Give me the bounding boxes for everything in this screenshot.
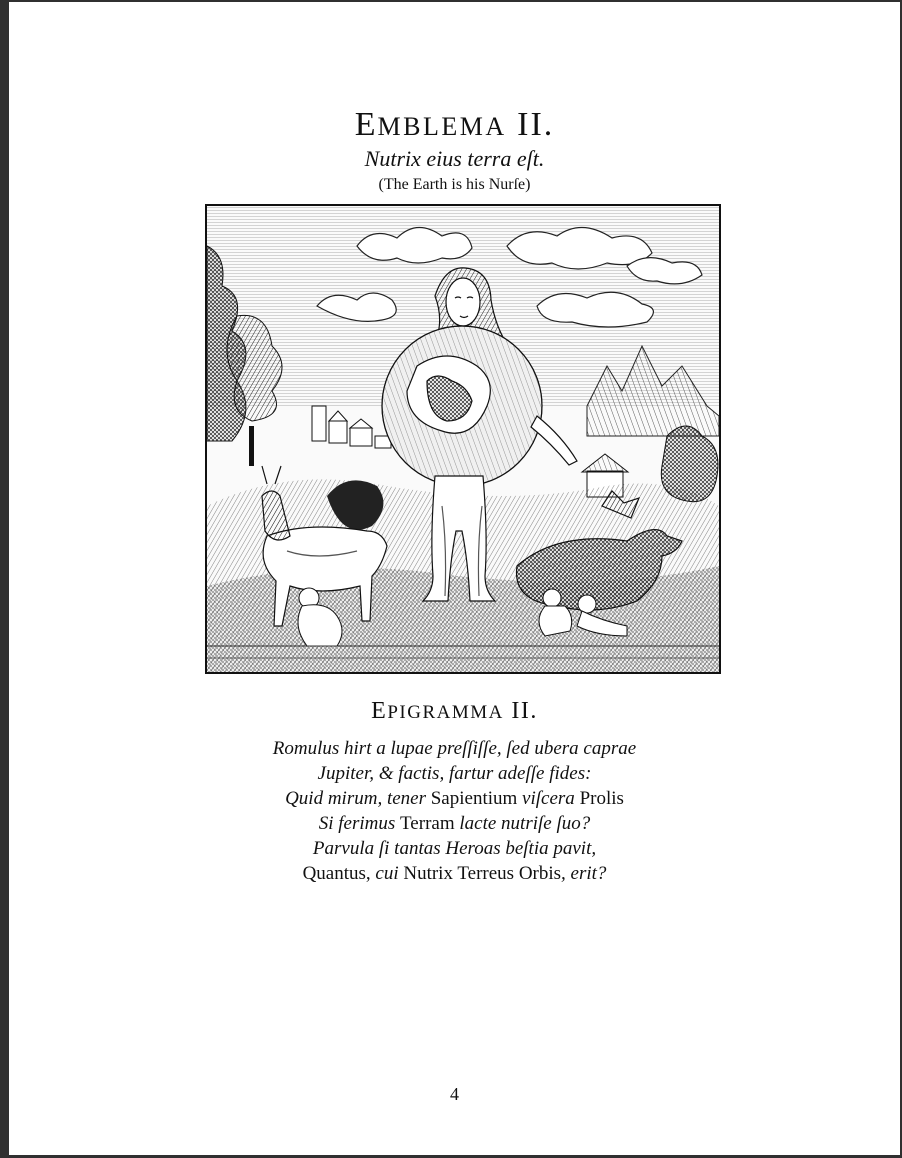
- verse-segment: Romulus hirt a lupae preſſiſſe, ſed ubera caprae: [272, 738, 637, 759]
- verse-segment: Nutrix Terreus Orbis: [403, 863, 562, 884]
- verse-segment: Quantus,: [302, 863, 376, 884]
- epigram-title: [9, 698, 900, 725]
- epigram-title-number: II.: [503, 698, 538, 724]
- verse-segment: Sapientium: [430, 788, 523, 809]
- epigram-title-initial: E: [371, 698, 388, 724]
- verse-segment: viſcera: [522, 788, 580, 809]
- verse-segment: Si ferimus: [318, 813, 401, 834]
- verse-segment: lacte nutriſe ſuo?: [459, 813, 591, 834]
- verse-line: [9, 861, 900, 886]
- verse-line: [9, 836, 900, 861]
- motto-translation: (The Earth is his Nurſe): [378, 176, 531, 193]
- verse-segment: , erit?: [561, 863, 607, 884]
- emblem-title-initial: E: [354, 106, 378, 143]
- emblem-title: [9, 106, 900, 144]
- epigram-title-smallcaps: PIGRAMMA: [387, 702, 504, 723]
- verse-line: [9, 786, 900, 811]
- emblem-title-number: II.: [506, 106, 555, 143]
- verse-segment: Jupiter, & factis, fartur adeſſe fides:: [317, 763, 592, 784]
- verse-line: [9, 736, 900, 761]
- verse-line: [9, 811, 900, 836]
- emblem-title-smallcaps: MBLEMA: [377, 112, 507, 141]
- page-number: 4: [450, 1084, 459, 1104]
- verse-line: [9, 761, 900, 786]
- verse-segment: Terram: [400, 813, 460, 834]
- verse-segment: Quid mirum, tener: [285, 788, 431, 809]
- verse-segment: cui: [375, 863, 404, 884]
- emblem-engraving: [205, 204, 721, 674]
- verse-segment: Parvula ſi tantas Heroas beſtia pavit,: [312, 838, 597, 859]
- emblem-motto: Nutrix eius terra eſt.: [364, 146, 545, 171]
- verse-segment: Prolis: [579, 788, 624, 809]
- engraving-illustration: [207, 206, 719, 672]
